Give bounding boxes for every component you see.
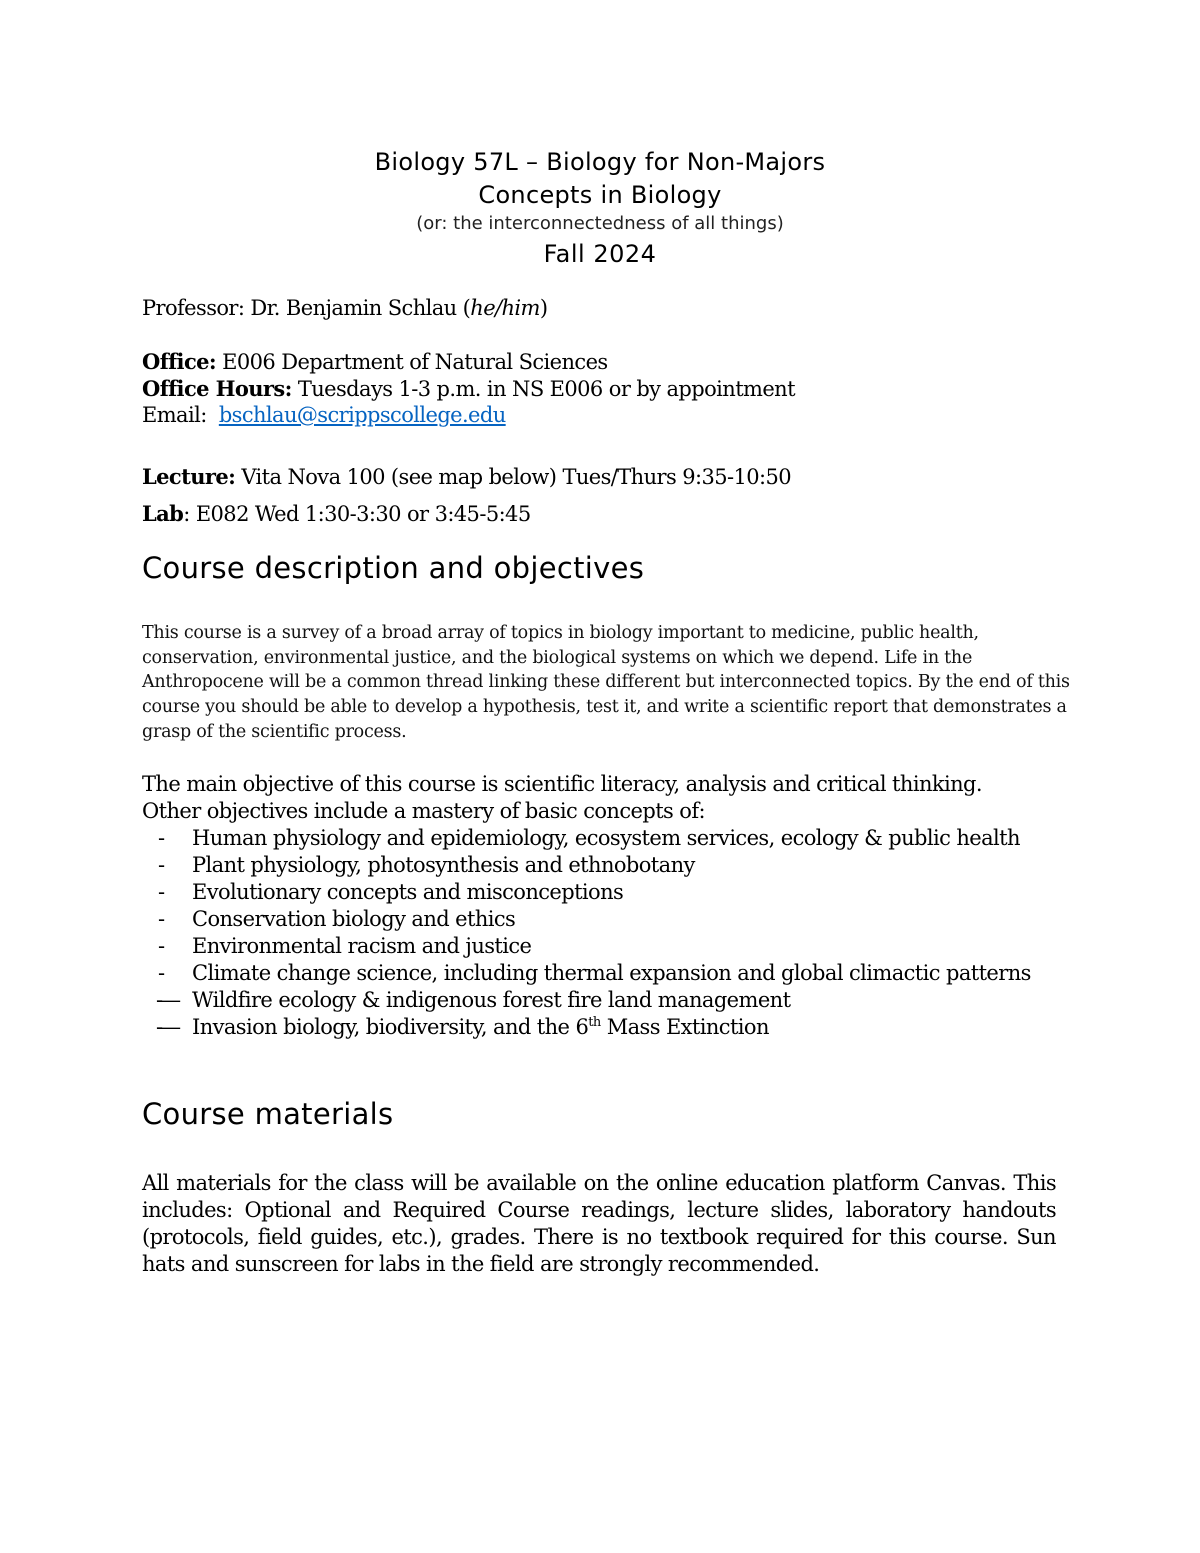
list-item-text: Human physiology and epidemiology, ecosystem services, ecology & public health xyxy=(192,826,1020,850)
objectives-list xyxy=(142,825,1031,1041)
list-item xyxy=(142,987,1031,1014)
superscript-th: th xyxy=(588,1015,601,1030)
office-value: E006 Department of Natural Sciences xyxy=(216,350,608,374)
objective-block xyxy=(142,771,982,825)
list-item-text: Conservation biology and ethics xyxy=(192,907,516,931)
bullet-marker: - xyxy=(158,934,165,958)
bullet-marker: - xyxy=(158,826,165,850)
bullet-marker: - xyxy=(158,880,165,904)
bullet-marker: - xyxy=(158,853,165,877)
office-label: Office: xyxy=(142,349,217,374)
list-item xyxy=(142,825,1031,852)
office-hours-label: Office Hours: xyxy=(142,376,292,401)
description-heading: Course description and objectives xyxy=(142,551,645,585)
bullet-marker: - xyxy=(158,907,165,931)
list-item-text: Invasion biology, biodiversity, and the 6 xyxy=(192,1015,589,1039)
course-subtitle: Concepts in Biology xyxy=(478,181,722,209)
objective-line-other: Other objectives include a mastery of basic concepts of: xyxy=(142,799,705,823)
lecture-line xyxy=(142,464,791,489)
list-item xyxy=(142,960,1031,987)
email-label: Email: xyxy=(142,403,219,427)
lecture-label: Lecture: xyxy=(142,464,236,489)
list-item-text: Environmental racism and justice xyxy=(192,934,532,958)
email-link[interactable]: bschlau@scrippscollege.edu xyxy=(218,403,506,427)
list-item-text: Plant physiology, photosynthesis and ethnobotany xyxy=(192,853,695,877)
list-item xyxy=(142,933,1031,960)
office-line xyxy=(142,349,608,374)
office-hours-value: Tuesdays 1-3 p.m. in NS E006 or by appointment xyxy=(291,377,795,401)
professor-close: ) xyxy=(539,296,548,320)
professor-pronouns: he/him xyxy=(470,296,540,320)
bullet-marker: -— xyxy=(156,988,179,1012)
course-tagline: (or: the interconnectedness of all things) xyxy=(416,213,784,234)
list-item-text-end: Mass Extinction xyxy=(600,1015,769,1039)
lab-label: Lab xyxy=(142,501,184,526)
description-text: This course is a survey of a broad array of topics in biology important to medicine, public health, conservation, environmental justice, and the biological systems on which we depend. Life in the Anthropocene will be a common thread linking these different but interconnected topics. By the end of this course you should be able to develop a hypothesis, test it, and write a scientific report that demonstrates a grasp of the scientific process. xyxy=(142,623,1070,742)
course-title: Biology 57L – Biology for Non-Majors xyxy=(374,148,826,176)
title-block xyxy=(0,146,1200,272)
bullet-marker: -— xyxy=(156,1015,179,1039)
lab-line xyxy=(142,501,531,526)
objective-line-main: The main objective of this course is scientific literacy, analysis and critical thinking. xyxy=(142,772,982,796)
lab-value: : E082 Wed 1:30-3:30 or 3:45-5:45 xyxy=(183,502,531,526)
bullet-marker: - xyxy=(158,961,165,985)
email-line xyxy=(142,403,506,427)
list-item-text: Wildfire ecology & indigenous forest fire land management xyxy=(192,988,791,1012)
materials-heading: Course materials xyxy=(142,1097,394,1131)
list-item-text: Evolutionary concepts and misconceptions xyxy=(192,880,624,904)
list-item xyxy=(142,906,1031,933)
description-paragraph xyxy=(142,621,1072,745)
course-term: Fall 2024 xyxy=(543,240,657,268)
materials-paragraph: All materials for the class will be available on the online education platform Canvas. This includes: Optional and Required Course readings, lecture slides, laboratory handouts (protocols, field guides, etc.), grades. There is no textbook required for this course. Sun hats and sunscreen for labs in the field are strongly recommended. xyxy=(142,1171,1056,1276)
office-hours-line xyxy=(142,376,795,401)
professor-line xyxy=(142,296,547,320)
lecture-value: Vita Nova 100 (see map below) Tues/Thurs 9:35-10:50 xyxy=(235,465,791,489)
professor-label: Professor: Dr. Benjamin Schlau ( xyxy=(142,296,471,320)
list-item-text: Climate change science, including thermal expansion and global climactic patterns xyxy=(192,961,1031,985)
list-item xyxy=(142,879,1031,906)
list-item xyxy=(142,1014,1031,1041)
list-item xyxy=(142,852,1031,879)
